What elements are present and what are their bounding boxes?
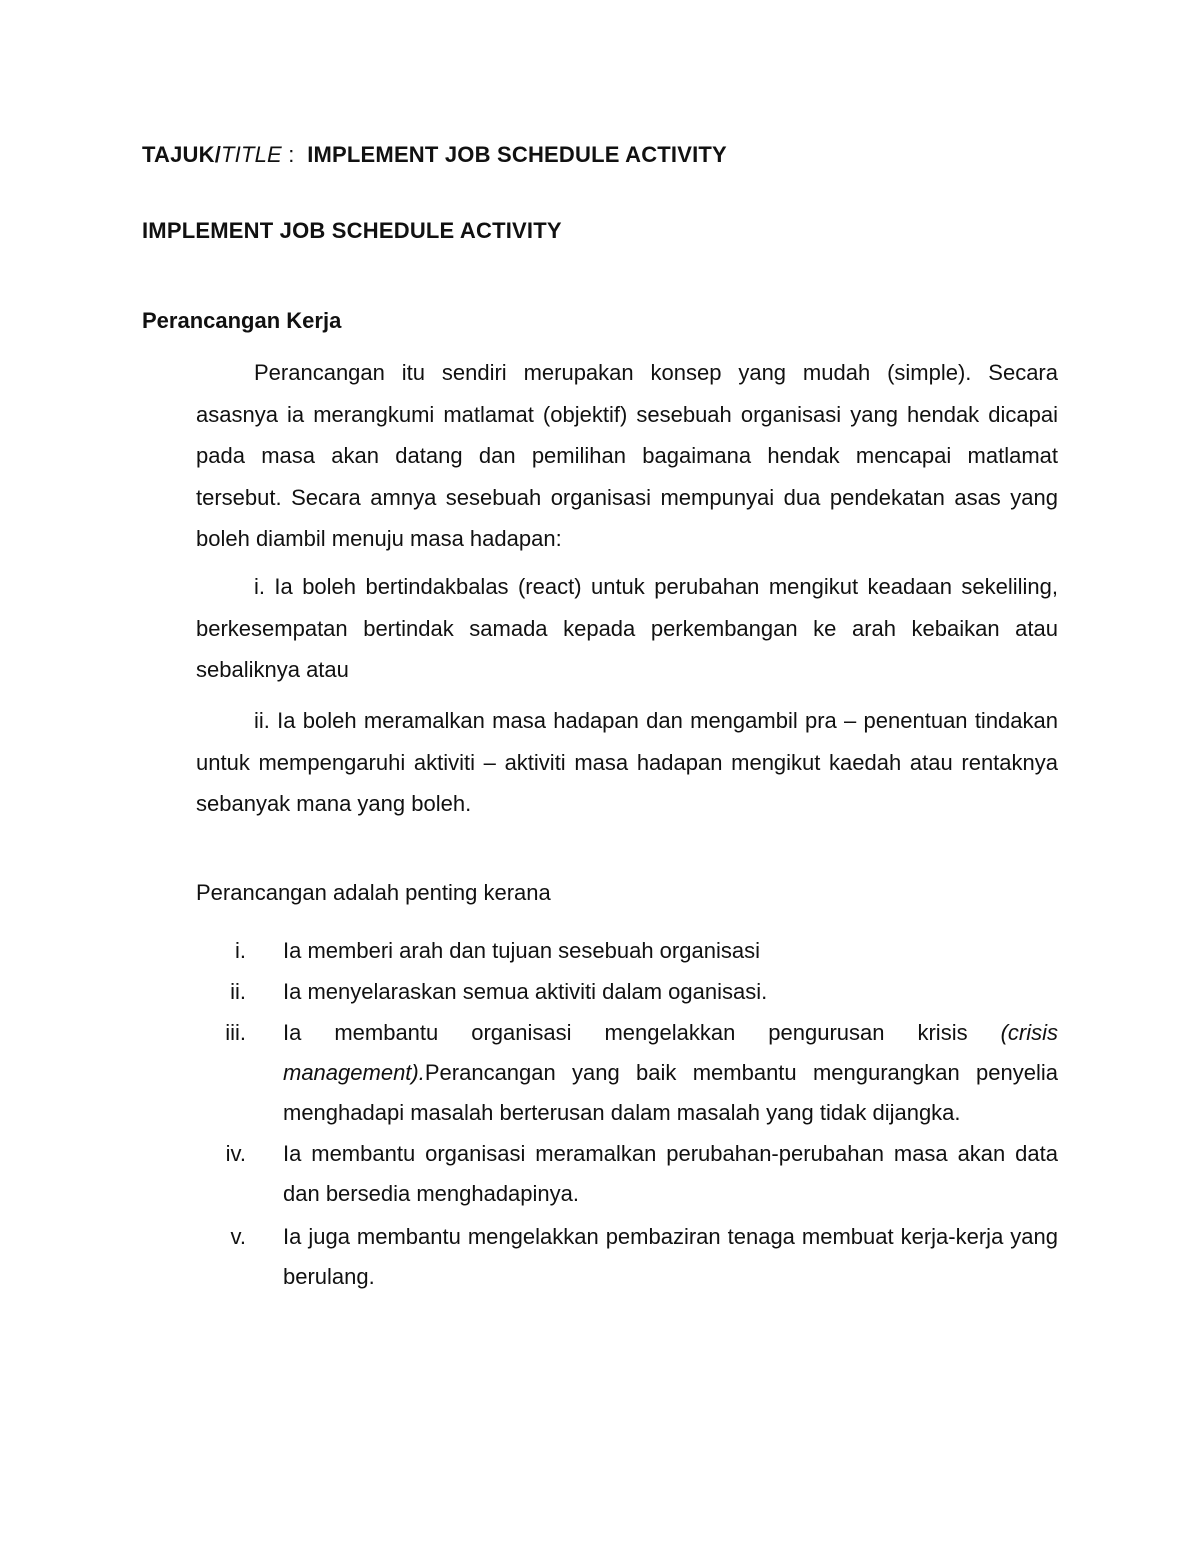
list-item-number: iii. — [225, 1020, 246, 1045]
intro-paragraph: Perancangan itu sendiri merupakan konsep yang mudah (simple). Secara asasnya ia merangkumi matlamat (objektif) sesebuah organisasi yang hendak dicapai pada masa akan datang dan pemilihan bagaimana hendak mencapai matlamat tersebut. Secara amnya sesebuah organisasi mempunyai dua pendekatan asas yang boleh diambil menuju masa hadapan: — [196, 360, 1058, 551]
list-item-number: i. — [235, 938, 246, 963]
title-line — [142, 142, 727, 168]
list-item-text — [283, 1013, 1058, 1133]
list-item-number: v. — [230, 1224, 246, 1249]
document-title: IMPLEMENT JOB SCHEDULE ACTIVITY — [142, 218, 562, 243]
approach-2-paragraph: ii. Ia boleh meramalkan masa hadapan dan mengambil pra – penentuan tindakan untuk mempengaruhi aktiviti – aktiviti masa hadapan mengikut kaedah atau rentaknya sebanyak mana yang boleh. — [196, 708, 1058, 816]
list-item-text-part: Ia membantu organisasi mengelakkan pengurusan krisis — [283, 1020, 1001, 1045]
list-item-text-part: Perancangan yang baik membantu mengurangkan penyelia menghadapi masalah berterusan dalam masalah yang tidak dijangka. — [283, 1060, 1058, 1125]
importance-list — [196, 931, 1058, 1297]
title-label-suffix: : — [281, 142, 295, 167]
list-item-text: Ia membantu organisasi meramalkan perubahan-perubahan masa akan data dan bersedia menghadapinya. — [283, 1141, 1058, 1206]
list-item-number: iv. — [225, 1141, 246, 1166]
list-item-number: ii. — [230, 979, 246, 1004]
list-item-text-italic: (crisis management). — [283, 1020, 1058, 1085]
list-item — [196, 1013, 1058, 1133]
importance-intro: Perancangan adalah penting kerana — [196, 880, 551, 905]
title-label-italic: TITLE — [221, 142, 282, 167]
list-item-text: Ia menyelaraskan semua aktiviti dalam oganisasi. — [283, 979, 768, 1004]
list-item — [196, 1217, 1058, 1297]
list-item — [196, 1134, 1058, 1214]
title-value: IMPLEMENT JOB SCHEDULE ACTIVITY — [307, 142, 727, 167]
section-heading: Perancangan Kerja — [142, 308, 342, 333]
list-item — [196, 972, 1058, 1012]
approach-1-paragraph: i. Ia boleh bertindakbalas (react) untuk perubahan mengikut keadaan sekeliling, berkesempatan bertindak samada kepada perkembangan ke arah kebaikan atau sebaliknya atau — [196, 574, 1058, 682]
list-item-text: Ia juga membantu mengelakkan pembaziran tenaga membuat kerja-kerja yang berulang. — [283, 1224, 1058, 1289]
list-item — [196, 931, 1058, 971]
title-label-prefix: TAJUK/ — [142, 142, 222, 167]
list-item-text: Ia memberi arah dan tujuan sesebuah organisasi — [283, 938, 760, 963]
